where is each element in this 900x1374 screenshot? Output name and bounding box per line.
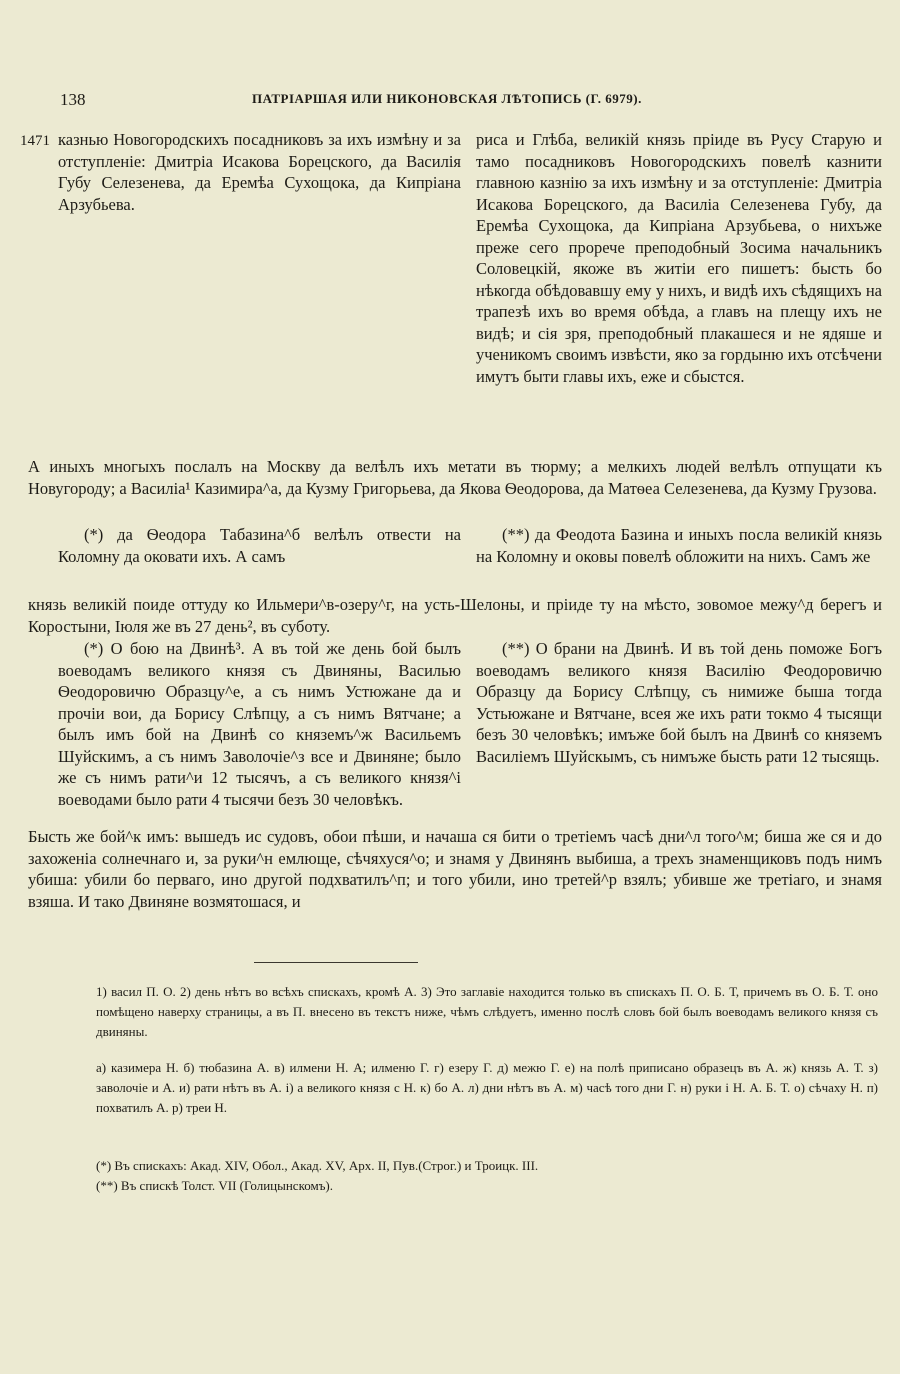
footnotes-numbered: [96, 982, 878, 1042]
full1-text: А иныхъ многыхъ послалъ на Москву да велѣлъ ихъ метати въ тюрму; а мелкихъ людей велѣлъ отпущати къ Новугороду; а Василіа¹ Казимира^а, да Кузму Григорьева, да Якова Ѳеодорова, да Матѳеа Селезенева, да Кузму Грузова.: [28, 457, 882, 498]
full2-text: князь великій поиде оттуду ко Ильмери^в-озеру^г, на усть-Шелоны, и пріиде ту на мѣсто, зовомое межу^д берегъ и Коростыни, Іюля же въ 27 день², въ суботу.: [28, 595, 882, 636]
section2-left-text: (*) да Ѳеодора Табазина^б велѣлъ отвести на Коломну да оковати ихъ. А самъ: [58, 525, 461, 566]
section3-left-text: (*) О бою на Двинѣ³. А въ той же день бой былъ воеводамъ великого князя съ Двиняны, Василью Ѳеодоровичю Образцу^е, а съ нимъ Устюжане да и прочіи вои, да Борису Слѣпцу, а съ нимъ Вятчане; а былъ имъ бой на Двинѣ со княземъ^ж Васильемъ Шуйскимъ, а съ нимъ Заволочіе^з все и Двиняне; было же съ нимъ рати^и 12 тысячъ, а съ великого князя^і воеводами было рати 4 тысячи безъ 30 человѣкъ.: [58, 639, 461, 809]
footnote-divider: [254, 962, 418, 963]
full3-text: Бысть же бой^к имъ: вышедъ ис судовъ, обои пѣши, и начаша ся бити о третіемъ часѣ дни^л того^м; биша же ся и до захоженіа солнечнаго и, за руки^н емлюще, сѣчяхуся^о; и знамя у Двинянъ выбиша, а трехъ знаменщиковъ подъ нимъ убиша: убили бо перваго, ино другой подхватилъ^п; и того убили, ино третей^р взялъ; убивше же третіаго, и знамя взяша. И тако Двиняне возмятошася, и: [28, 827, 882, 911]
section3-right-column: [476, 638, 882, 767]
footnotes-lettered-text: а) казимера Н. б) тюбазина А. в) илмени Н. А; илменю Г. г) езеру Г. д) межю Г. е) на полѣ приписано образецъ въ А. ж) князь А. Т. з) заволочіе и А. и) рати нѣтъ въ А. і) а великого князя с Н. к) бо А. л) дни нѣтъ въ А. м) часѣ того дни Г. н) руки і Н. А. Б. Т. о) сѣчаху Н. п) похватилъ А. р) треи Н.: [96, 1060, 878, 1115]
footnote-star2: [96, 1176, 878, 1196]
section2-left-column: [58, 524, 461, 567]
full-width-paragraph-2: [28, 594, 882, 637]
section1-left-text: казнью Новогородскихъ посадниковъ за ихъ измѣну и за отступленіе: Дмитріа Исакова Борецского, да Василія Губу Селезенева, да Еремѣа Сухощока, да Кипріана Арзубьева.: [58, 130, 461, 214]
footnotes-lettered: [96, 1058, 878, 1118]
footnotes-numbered-text: 1) васил П. О. 2) день нѣтъ во всѣхъ спискахъ, кромѣ А. 3) Это заглавіе находится только въ спискахъ П. О. Б. Т, причемъ въ О. Б. Т. оно помѣщено наверху страницы, а въ П. внесено въ текстъ ниже, чѣмъ слѣдуетъ, именно послѣ словъ бой былъ воеводамъ великого князя съ двиняны.: [96, 984, 878, 1039]
footnote-star2-text: (**) Въ спискѣ Толст. VII (Голицынскомъ).: [96, 1178, 334, 1193]
section2-right-column: [476, 524, 882, 567]
running-title: ПАТРІАРШАЯ ИЛИ НИКОНОВСКАЯ ЛѢТОПИСЬ (Г. 6979).: [252, 91, 642, 106]
section1-right-column: [476, 129, 882, 387]
page-number: 138: [60, 90, 86, 109]
section1-left-column: [58, 129, 461, 215]
section3-left-column: [58, 638, 461, 810]
full-width-paragraph-1: [28, 456, 882, 499]
section1-right-text: риса и Глѣба, великій князь пріиде въ Русу Старую и тамо посадниковъ Новогородскихъ повелѣ казнити главною казнію за ихъ измѣну и за отступленіе: Дмитріа Исакова Борецского, да Василіа Селезенева Губу, да Еремѣа Сухощока, да Кипріана Арзубьева, о нихъже преже сего прорече преподобный Зосима начальникъ Соловецкій, якоже въ житіи его пишетъ: бысть бо нѣкогда обѣдовавшу ему у нихъ, и видѣ ихъ сѣдящихъ на трапезѣ ихъ во время обѣда, а главъ на плещу ихъ не видѣ; и сія зря, преподобный плакашеся и не ядяше и ученикомъ своимъ извѣсти, яко за гордыню ихъ отсѣчени имутъ быти главы ихъ, еже и сбыстся.: [476, 130, 882, 386]
footnote-star1: [96, 1156, 878, 1176]
full-width-paragraph-3: [28, 826, 882, 912]
section3-right-text: (**) О брани на Двинѣ. И въ той день поможе Богъ воеводамъ великого князя Василію Феодоровичю Образцу да Борису Слѣпцу, съ нимиже быша тогда Устьюжане и Вятчане, всея же ихъ рати токмо 4 тысящи безъ 30 человѣкъ; имъже бой былъ на Двинѣ со княземъ Василіемъ Шуйскымъ, съ нимъже бысть рати 12 тысящь.: [476, 639, 882, 766]
footnote-star1-text: (*) Въ спискахъ: Акад. XIV, Обол., Акад. XV, Арх. II, Пув.(Строг.) и Троицк. III.: [96, 1158, 539, 1173]
margin-year: 1471: [20, 133, 50, 149]
section2-right-text: (**) да Феодота Базина и иныхъ посла великій князь на Коломну и оковы повелѣ обложити на нихъ. Самъ же: [476, 525, 882, 566]
